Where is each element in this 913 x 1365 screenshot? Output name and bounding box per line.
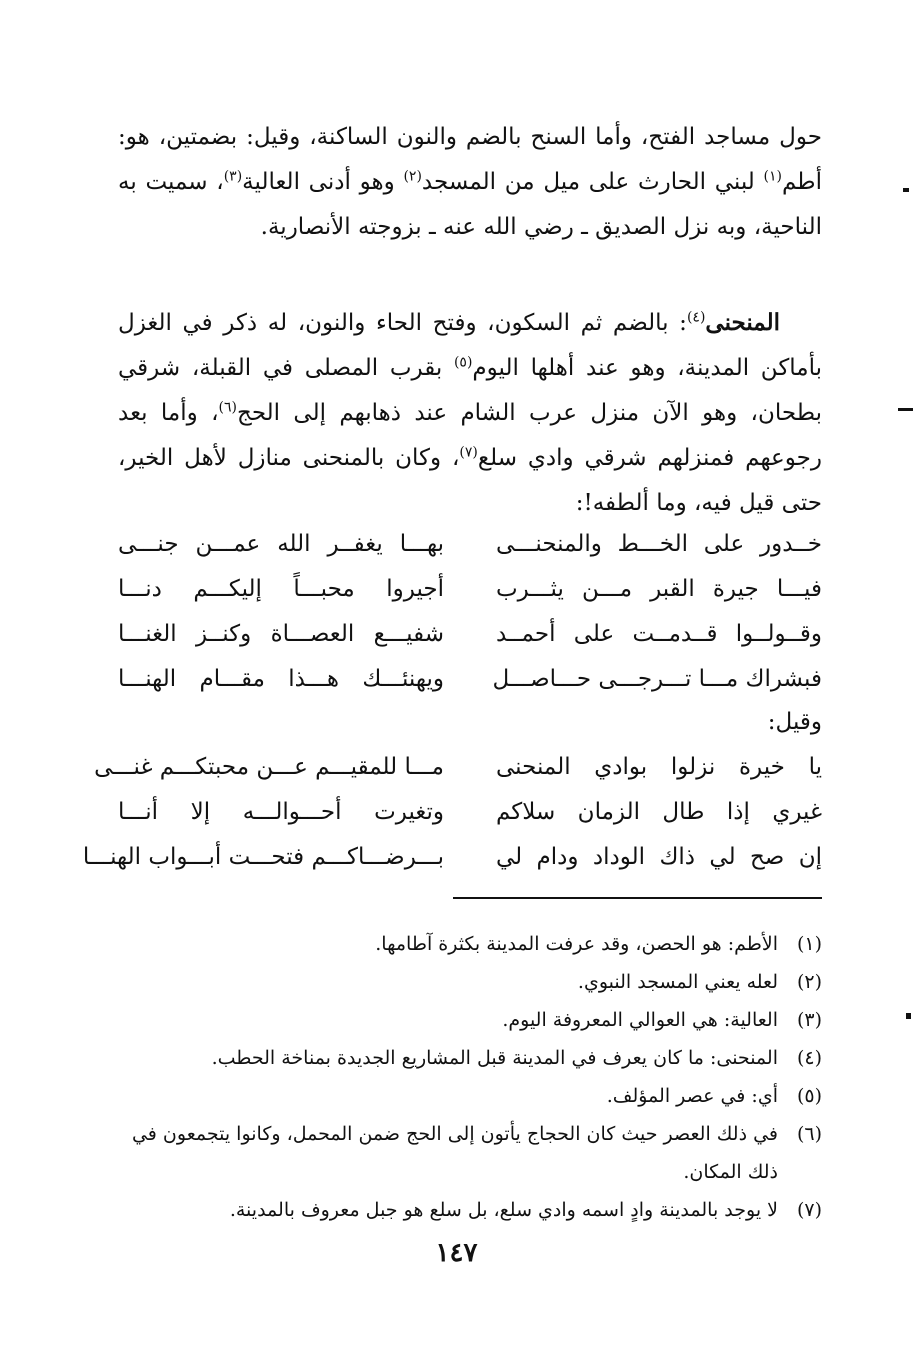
footnote-ref: (٥) <box>453 354 473 371</box>
verse-line <box>118 522 822 567</box>
verse-first-hemistich: فيـــا جيرة القبر مـــن يثـــرب <box>496 576 822 602</box>
verse-second-hemistich: بـــرضـــاكـــم فتحـــت أبـــواب الهنـــا <box>82 844 444 870</box>
footnote <box>118 1001 822 1039</box>
footnote-text: العالية: هي العوالي المعروفة اليوم. <box>502 1009 778 1031</box>
verse-first-hemistich: خــدور على الخـــط والمنحنـــى <box>496 531 822 557</box>
verse-second-hemistich: أجيروا محبـــاً إليكـــم دنـــا <box>118 576 444 602</box>
verse-line <box>118 657 822 702</box>
footnote-number: (٥) <box>796 1085 822 1107</box>
text-run: لبني الحارث على ميل من المسجد <box>421 169 764 195</box>
footnote-ref: (٦) <box>218 399 237 416</box>
verse-second-hemistich: وتغيرت أحـــوالـــه إلا أنـــا <box>118 799 444 825</box>
margin-mark <box>903 188 909 192</box>
verse-line <box>118 790 822 835</box>
text-run: بقرب المصلى في القبلة، شرقي بطحان، وهو الآن منزل عرب الشام عند ذهابهم إلى الحج <box>118 355 822 426</box>
footnote <box>118 1115 822 1191</box>
footnote-text: في ذلك العصر حيث كان الحجاج يأتون إلى الحج ضمن المحمل، وكانوا يتجمعون في ذلك المكان. <box>131 1123 778 1183</box>
verse-first-hemistich: غيري إذا طال الزمان سلاكم <box>496 799 822 825</box>
verse-line <box>118 612 822 657</box>
verse-first-hemistich: يا خيرة نزلوا بوادي المنحنى <box>496 754 822 780</box>
footnote-text: المنحنى: ما كان يعرف في المدينة قبل المشاريع الجديدة بمناخة الحطب. <box>211 1047 778 1069</box>
verse-line <box>94 745 822 790</box>
footnote <box>118 1191 822 1229</box>
footnote-ref: (٣) <box>223 168 243 185</box>
margin-mark <box>898 408 913 411</box>
footnote-ref: (٧) <box>459 444 478 461</box>
verse-second-hemistich: مـــا للمقيـــم عـــن محبتكـــم غنـــى <box>94 754 444 780</box>
footnote <box>118 1077 822 1115</box>
paragraph-text <box>118 115 822 250</box>
text-run: ، سميت به الناحية، وبه نزل الصديق ـ رضي الله عنه ـ بزوجته الأنصارية. <box>118 169 822 240</box>
footnote <box>118 925 822 963</box>
footnote-number: (٦) <box>796 1123 822 1145</box>
page-number: ١٤٧ <box>435 1238 478 1268</box>
text-run: وهو أدنى العالية <box>242 169 404 195</box>
text-run: : بالضم ثم السكون، وفتح الحاء والنون، له ذكر في الغزل بأماكن المدينة، وهو عند أهلها اليوم <box>118 310 823 381</box>
footnote-number: (٢) <box>796 971 822 993</box>
text-run: ، وأما بعد رجوعهم فمنزلهم شرقي وادي سلع <box>118 400 822 471</box>
footnote-number: (٣) <box>796 1009 822 1031</box>
said-label: وقيل: <box>767 709 822 735</box>
footnote-ref: (٤) <box>686 309 706 326</box>
text-run: حول مساجد الفتح، وأما السنح بالضم والنون الساكنة، وقيل: بضمتين، هو: أطم <box>118 124 822 195</box>
footnote-number: (١) <box>796 933 822 955</box>
footnote <box>118 1039 822 1077</box>
footnote-ref: (٢) <box>403 168 422 185</box>
footnote-text: لعله يعني المسجد النبوي. <box>577 971 778 993</box>
footnote-ref: (١) <box>763 168 782 185</box>
paragraph-text <box>118 300 822 526</box>
verse-first-hemistich: إن صح لي ذاك الوداد ودام لي <box>496 844 822 870</box>
paragraph-sanah <box>118 115 822 250</box>
footnote-text: الأطم: هو الحصن، وقد عرفت المدينة بكثرة آطامها. <box>375 933 778 955</box>
poem-first <box>118 522 822 702</box>
footnote-separator <box>453 897 822 899</box>
verse-first-hemistich: وقــولــوا قــدمــت على أحمــد <box>496 621 822 647</box>
entry-heading: المنحنى <box>705 309 780 336</box>
text-run: ، وكان بالمنحنى منازل لأهل الخير، حتى قيل فيه، وما ألطفه!: <box>118 445 822 516</box>
verse-line <box>82 835 822 880</box>
verse-second-hemistich: شفيـــع العصـــاة وكنــز الغنـــا <box>118 621 444 647</box>
verse-line <box>118 567 822 612</box>
verse-first-hemistich: فبشراك مـــا تـــرجـــى حـــاصـــل <box>492 666 822 692</box>
footnotes <box>118 925 822 1229</box>
verse-second-hemistich: ويهنئـــك هـــذا مقـــام الهنـــا <box>118 666 444 692</box>
margin-mark <box>906 1013 911 1019</box>
paragraph-munhana <box>118 300 822 526</box>
poem-second <box>82 745 822 880</box>
footnote-text: لا يوجد بالمدينة وادٍ اسمه وادي سلع، بل سلع هو جبل معروف بالمدينة. <box>229 1199 778 1221</box>
footnote-number: (٤) <box>796 1047 822 1069</box>
footnote <box>118 963 822 1001</box>
footnote-number: (٧) <box>796 1199 822 1221</box>
verse-second-hemistich: بهـــا يغفــر الله عمـــن جنـــى <box>118 531 444 557</box>
footnote-text: أي: في عصر المؤلف. <box>606 1085 778 1107</box>
